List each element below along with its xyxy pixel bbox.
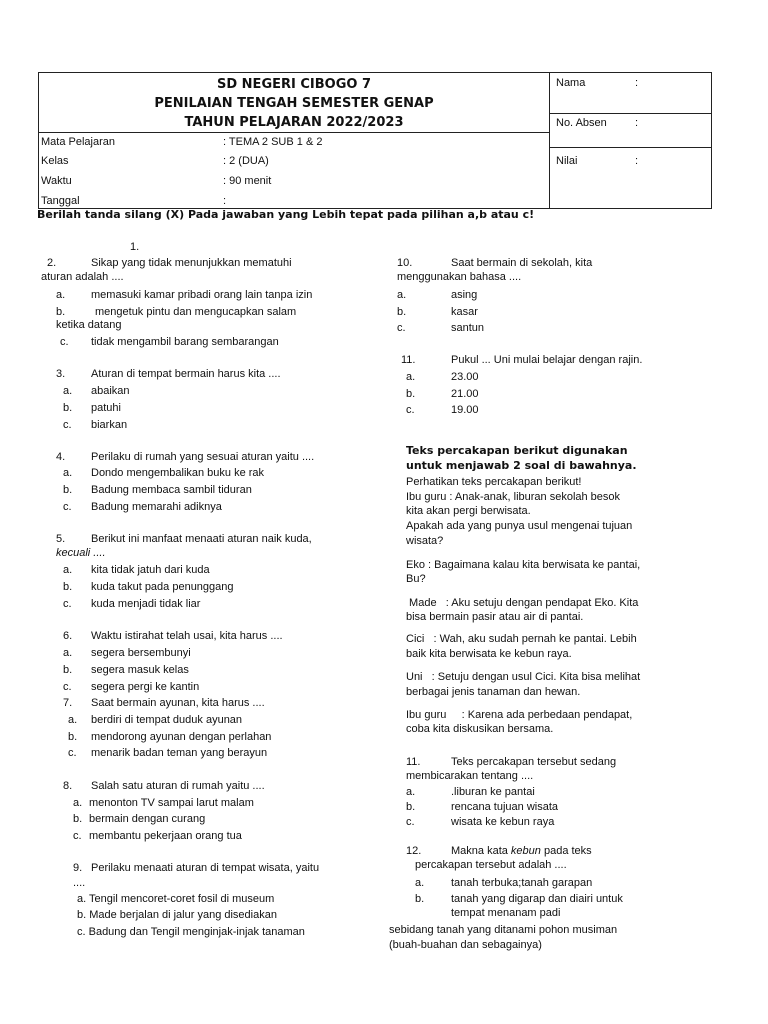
- q12-b-label: b.: [415, 893, 425, 905]
- q10-text-cont: menggunakan bahasa ....: [397, 271, 522, 283]
- q11b-b-label: b.: [406, 801, 416, 813]
- q11b-number: 11.: [406, 756, 421, 768]
- q2-a-label: a.: [56, 289, 66, 301]
- q5-number: 5.: [56, 533, 66, 545]
- exam-title: PENILAIAN TENGAH SEMESTER GENAP: [154, 96, 434, 111]
- q6-c-text: segera pergi ke kantin: [91, 681, 200, 693]
- passage-eko-2: Bu?: [406, 573, 426, 585]
- q12-c-text: sebidang tanah yang ditanami pohon musiman: [389, 924, 618, 936]
- q11b-a-text: .liburan ke pantai: [451, 786, 535, 798]
- q8-a-text: menonton TV sampai larut malam: [89, 797, 254, 809]
- header-divider-right-1: [549, 113, 712, 114]
- q5-a-text: kita tidak jatuh dari kuda: [91, 564, 210, 576]
- passage-cici-1: Cici : Wah, aku sudah pernah ke pantai. Lebih: [406, 633, 637, 645]
- q8-c-label: c.: [73, 830, 82, 842]
- q11b-b-text: rencana tujuan wisata: [451, 801, 559, 813]
- q12-a-text: tanah terbuka;tanah garapan: [451, 877, 593, 889]
- q2-b-text-cont: ketika datang: [56, 319, 122, 331]
- q10-b-text: kasar: [451, 306, 478, 318]
- q11a-c-text: 19.00: [451, 404, 479, 416]
- passage-made-2: bisa bermain pasir atau air di pantai.: [406, 611, 584, 623]
- q9-text-cont: ....: [73, 877, 86, 889]
- q4-b-label: b.: [63, 484, 73, 496]
- q3-b-label: b.: [63, 402, 73, 414]
- q8-b-label: b.: [73, 813, 83, 825]
- passage-eko-1: Eko : Bagaimana kalau kita berwisata ke pantai,: [406, 559, 641, 571]
- q2-a-text: memasuki kamar pribadi orang lain tanpa izin: [91, 289, 313, 301]
- q5-text-cont: kecuali ....: [56, 547, 106, 559]
- q6-b-text: segera masuk kelas: [91, 664, 189, 676]
- q2-b-label: b.: [56, 306, 66, 318]
- q8-c-text: membantu pekerjaan orang tua: [89, 830, 242, 842]
- field-value-subject: : TEMA 2 SUB 1 & 2: [223, 136, 323, 148]
- name-label: Nama: [556, 77, 586, 89]
- q11b-a-label: a.: [406, 786, 416, 798]
- q5-b-label: b.: [63, 581, 73, 593]
- q4-b-text: Badung membaca sambil tiduran: [91, 484, 252, 496]
- q6-c-label: c.: [63, 681, 72, 693]
- q12-a-label: a.: [415, 877, 425, 889]
- passage-cici-2: baik kita berwisata ke kebun raya.: [406, 648, 572, 660]
- field-value-date: :: [223, 195, 227, 207]
- name-colon: :: [635, 77, 639, 89]
- q10-a-label: a.: [397, 289, 407, 301]
- passage-heading-cont: untuk menjawab 2 soal di bawahnya.: [406, 459, 637, 472]
- header-divider-vertical: [549, 72, 550, 209]
- q4-c-text: Badung memarahi adiknya: [91, 501, 222, 513]
- q5-a-label: a.: [63, 564, 73, 576]
- q6-b-label: b.: [63, 664, 73, 676]
- q7-b-text: mendorong ayunan dengan perlahan: [91, 731, 272, 743]
- passage-made-1: Made : Aku setuju dengan pendapat Eko. Kita: [406, 597, 639, 609]
- q11a-number: 11.: [401, 354, 416, 366]
- q3-a-label: a.: [63, 385, 73, 397]
- q10-text: Saat bermain di sekolah, kita: [451, 257, 593, 269]
- q12-text-word: kebun: [510, 845, 541, 857]
- q7-c-text: menarik badan teman yang berayun: [91, 747, 268, 759]
- field-value-time: : 90 menit: [223, 175, 272, 187]
- passage-uni-1: Uni : Setuju dengan usul Cici. Kita bisa melihat: [406, 671, 641, 683]
- q5-text: Berikut ini manfaat menaati aturan naik kuda,: [91, 533, 312, 545]
- q8-number: 8.: [63, 780, 73, 792]
- q3-number: 3.: [56, 368, 66, 380]
- q7-a-text: berdiri di tempat duduk ayunan: [91, 714, 243, 726]
- q12-text-pre: Makna kata: [451, 845, 511, 857]
- passage-uni-2: berbagai jenis tanaman dan hewan.: [406, 686, 581, 698]
- q11a-a-text: 23.00: [451, 371, 479, 383]
- passage-ibu-5: Ibu guru : Karena ada perbedaan pendapat,: [406, 709, 633, 721]
- q2-text: Sikap yang tidak menunjukkan mematuhi: [91, 257, 292, 269]
- q5-c-label: c.: [63, 598, 72, 610]
- q6-number: 6.: [63, 630, 73, 642]
- q4-c-label: c.: [63, 501, 72, 513]
- q2-c-label: c.: [60, 336, 69, 348]
- absen-colon: :: [635, 117, 639, 129]
- q11a-b-text: 21.00: [451, 388, 479, 400]
- passage-ibu-2: kita akan pergi berwisata.: [406, 505, 531, 517]
- header-divider-title: [38, 132, 550, 133]
- header-divider-right-2: [549, 147, 712, 148]
- q12-text-cont: percakapan tersebut adalah ....: [415, 859, 567, 871]
- q7-text: Saat bermain ayunan, kita harus ....: [91, 697, 265, 709]
- q11b-text: Teks percakapan tersebut sedang: [451, 756, 617, 768]
- q3-a-text: abaikan: [91, 385, 130, 397]
- q10-number: 10.: [397, 257, 413, 269]
- q2-c-text: tidak mengambil barang sembarangan: [91, 336, 279, 348]
- q7-c-label: c.: [68, 747, 77, 759]
- field-label-class: Kelas: [41, 155, 69, 167]
- q8-a-label: a.: [73, 797, 83, 809]
- passage-ibu-1: Ibu guru : Anak-anak, liburan sekolah besok: [406, 491, 621, 503]
- score-colon: :: [635, 155, 639, 167]
- q7-b-label: b.: [68, 731, 78, 743]
- passage-ibu-6: coba kita diskusikan bersama.: [406, 723, 554, 735]
- score-label: Nilai: [556, 155, 578, 167]
- q4-a-text: Dondo mengembalikan buku ke rak: [91, 467, 265, 479]
- q10-a-text: asing: [451, 289, 478, 301]
- field-label-time: Waktu: [41, 175, 72, 187]
- q8-text: Salah satu aturan di rumah yaitu ....: [91, 780, 265, 792]
- q11a-b-label: b.: [406, 388, 416, 400]
- passage-ibu-4: wisata?: [406, 535, 444, 547]
- q3-c-text: biarkan: [91, 419, 128, 431]
- q9-c: c. Badung dan Tengil menginjak-injak tanaman: [77, 926, 305, 938]
- q11a-a-label: a.: [406, 371, 416, 383]
- q9-a: a. Tengil mencoret-coret fosil di museum: [77, 893, 275, 905]
- q12-text: [451, 844, 592, 858]
- q2-b-text: mengetuk pintu dan mengucapkan salam: [95, 306, 297, 318]
- passage-intro: Perhatikan teks percakapan berikut!: [406, 476, 582, 488]
- passage-heading: Teks percakapan berikut digunakan: [406, 444, 628, 457]
- q12-text-post: pada teks: [540, 845, 592, 857]
- q4-a-label: a.: [63, 467, 73, 479]
- q12-number: 12.: [406, 845, 422, 857]
- q2-text-cont: aturan adalah ....: [41, 271, 124, 283]
- q10-c-text: santun: [451, 322, 485, 334]
- q3-c-label: c.: [63, 419, 72, 431]
- school-year: TAHUN PELAJARAN 2022/2023: [184, 115, 404, 130]
- q11a-c-label: c.: [406, 404, 415, 416]
- q11a-text: Pukul ... Uni mulai belajar dengan rajin.: [451, 354, 643, 366]
- field-label-subject: Mata Pelajaran: [41, 136, 115, 148]
- q5-c-text: kuda menjadi tidak liar: [91, 598, 201, 610]
- header-table: [38, 72, 712, 209]
- q6-a-label: a.: [63, 647, 73, 659]
- passage-ibu-3: Apakah ada yang punya usul mengenai tujuan: [406, 520, 633, 532]
- q11b-text-cont: membicarakan tentang ....: [406, 770, 534, 782]
- q7-a-label: a.: [68, 714, 78, 726]
- q4-number: 4.: [56, 451, 66, 463]
- field-value-class: : 2 (DUA): [223, 155, 269, 167]
- q7-number: 7.: [63, 697, 73, 709]
- absen-label: No. Absen: [556, 117, 607, 129]
- question-1-number: 1.: [130, 241, 140, 253]
- q4-text: Perilaku di rumah yang sesuai aturan yaitu ....: [91, 451, 315, 463]
- q9-number: 9.: [73, 862, 83, 874]
- q3-text: Aturan di tempat bermain harus kita ....: [91, 368, 281, 380]
- q6-a-text: segera bersembunyi: [91, 647, 191, 659]
- q11b-c-label: c.: [406, 816, 415, 828]
- q5-b-text: kuda takut pada penunggang: [91, 581, 234, 593]
- q10-b-label: b.: [397, 306, 407, 318]
- q9-text: Perilaku menaati aturan di tempat wisata, yaitu: [91, 862, 320, 874]
- q12-b-text-cont: tempat menanam padi: [451, 907, 561, 919]
- q10-c-label: c.: [397, 322, 406, 334]
- q9-b: b. Made berjalan di jalur yang disediakan: [77, 909, 277, 921]
- instruction: Berilah tanda silang (X) Pada jawaban yang Lebih tepat pada pilihan a,b atau c!: [37, 208, 535, 221]
- q12-b-text: tanah yang digarap dan diairi untuk: [451, 893, 623, 905]
- field-label-date: Tanggal: [41, 195, 80, 207]
- q8-b-text: bermain dengan curang: [89, 813, 206, 825]
- school-name: SD NEGERI CIBOGO 7: [217, 77, 371, 92]
- q2-number: 2.: [47, 257, 57, 269]
- q3-b-text: patuhi: [91, 402, 121, 414]
- q12-c-text-cont: (buah-buahan dan sebagainya): [389, 939, 542, 951]
- q11b-c-text: wisata ke kebun raya: [451, 816, 555, 828]
- q6-text: Waktu istirahat telah usai, kita harus ....: [91, 630, 283, 642]
